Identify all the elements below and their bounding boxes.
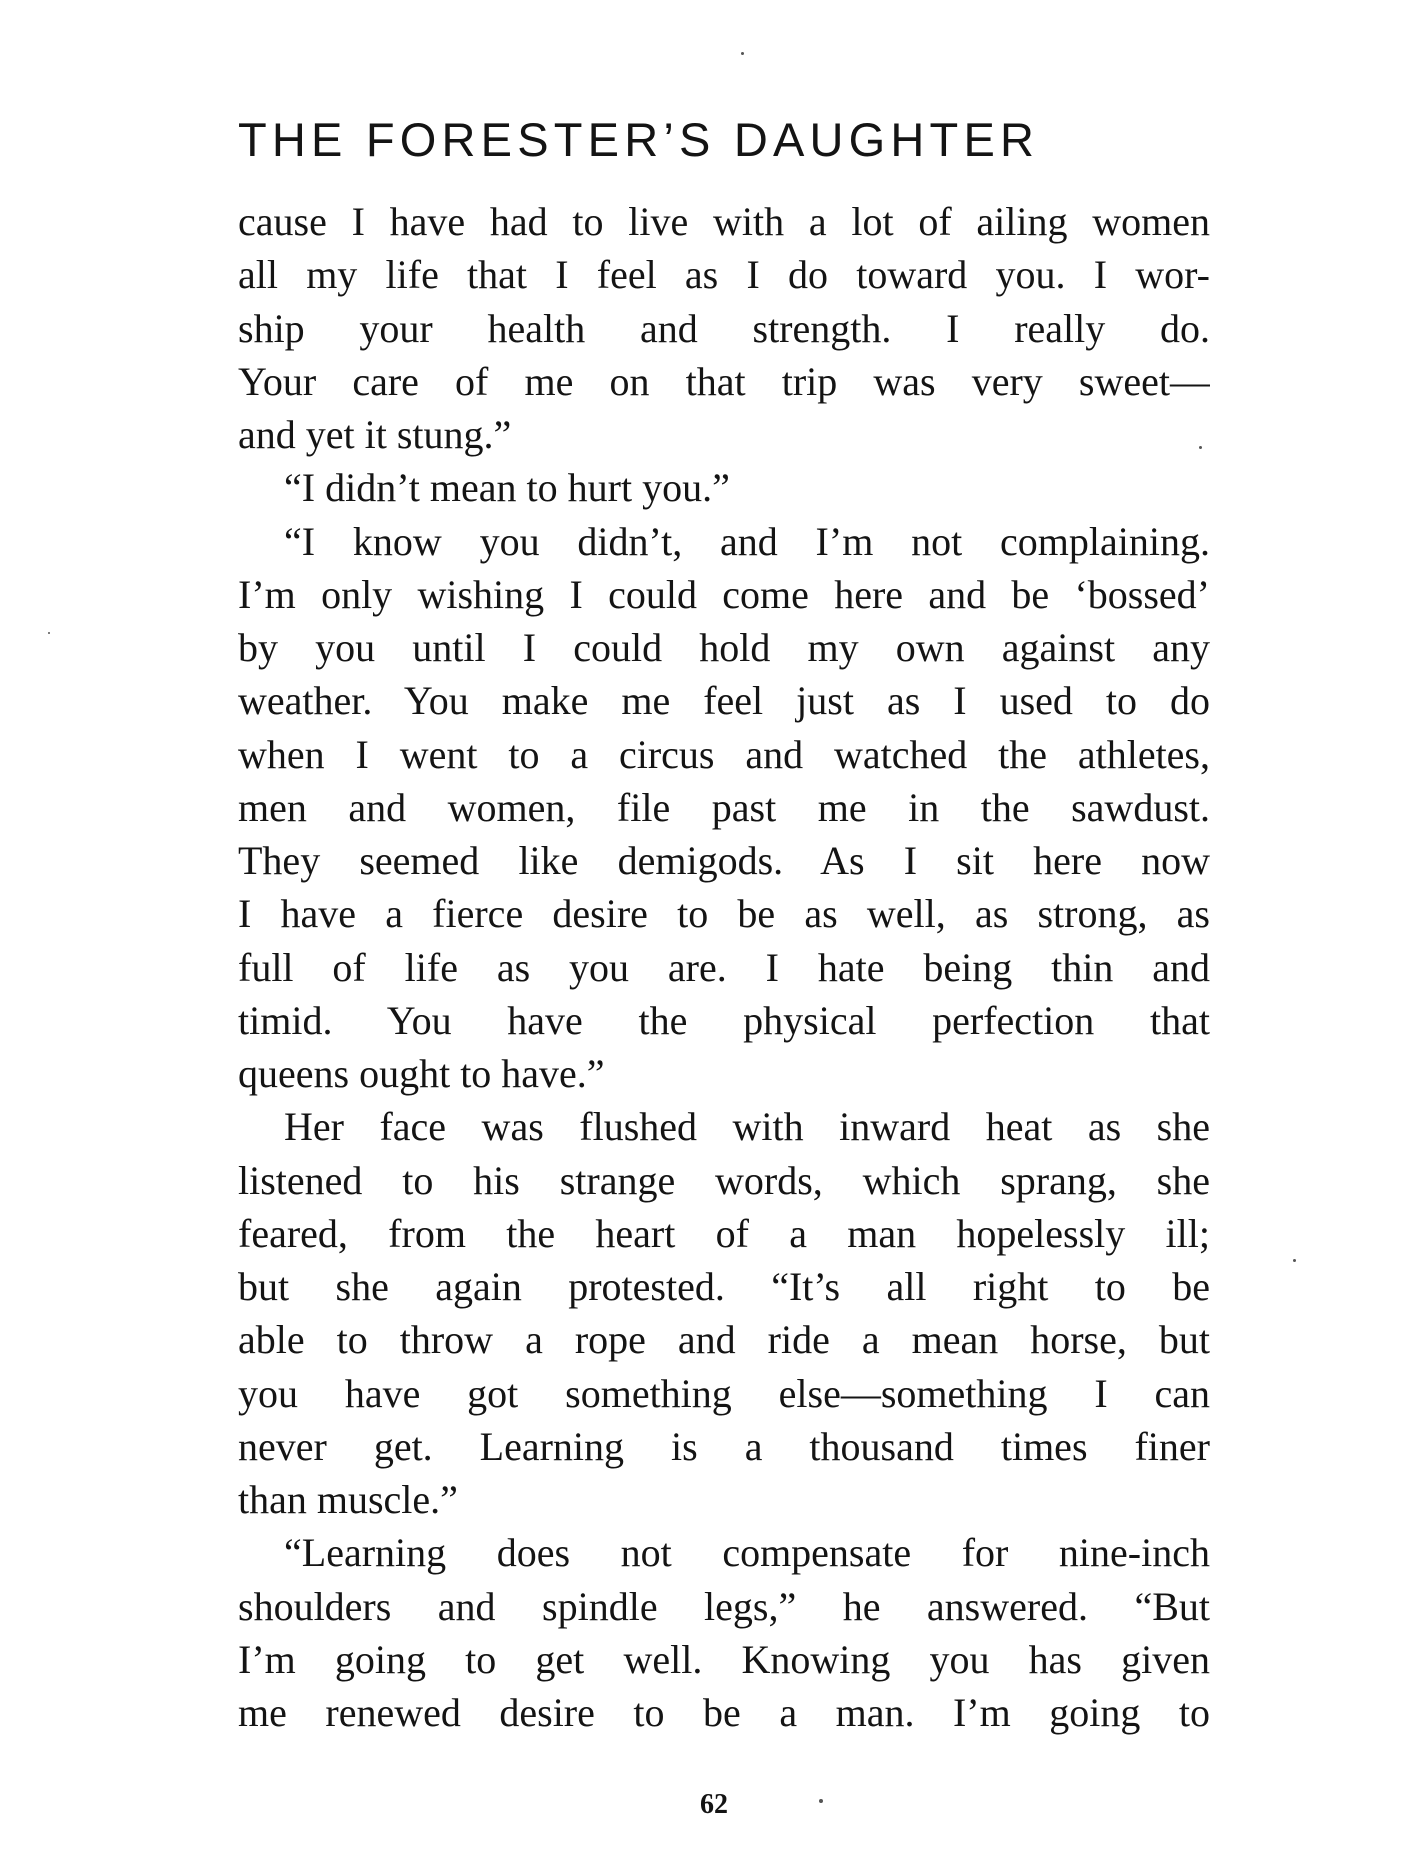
text-line: men and women, file past me in the sawdust.: [238, 784, 1210, 830]
scan-speck: [819, 1799, 823, 1803]
text-line: “I know you didn’t, and I’m not complaining.: [284, 518, 1210, 564]
text-line: all my life that I feel as I do toward you. I wor-: [238, 252, 1210, 298]
text-line: I’m only wishing I could come here and be ‘bossed’: [238, 571, 1210, 617]
text-line: and yet it stung.”: [238, 412, 512, 457]
text-line: “Learning does not compensate for nine-inch: [284, 1530, 1210, 1576]
text-line: Your care of me on that trip was very sweet—: [238, 358, 1210, 404]
text-line: queens ought to have.”: [238, 1051, 605, 1096]
scan-speck: [741, 52, 744, 55]
text-line: I have a fierce desire to be as well, as strong, as: [238, 891, 1210, 937]
text-line: you have got something else—something I can: [238, 1370, 1210, 1416]
running-head: THE FORESTER’S DAUGHTER: [238, 113, 1040, 166]
text-line: Her face was flushed with inward heat as she: [284, 1104, 1210, 1150]
body-text: [238, 195, 1210, 1739]
text-line: weather. You make me feel just as I used to do: [238, 678, 1210, 724]
text-line: able to throw a rope and ride a mean horse, but: [238, 1317, 1210, 1363]
page-number: 62: [700, 1789, 728, 1820]
text-line: full of life as you are. I hate being thin and: [238, 944, 1210, 990]
text-line: by you until I could hold my own against any: [238, 625, 1210, 670]
text-line: me renewed desire to be a man. I’m going to: [238, 1690, 1210, 1735]
text-line: ship your health and strength. I really do.: [238, 305, 1210, 351]
text-line: listened to his strange words, which sprang, she: [238, 1157, 1210, 1203]
text-line: feared, from the heart of a man hopelessly ill;: [238, 1210, 1210, 1256]
scan-speck: [1199, 446, 1202, 449]
text-line: shoulders and spindle legs,” he answered. “But: [238, 1583, 1210, 1629]
text-line: I’m going to get well. Knowing you has given: [238, 1636, 1210, 1682]
text-line: never get. Learning is a thousand times finer: [238, 1423, 1210, 1469]
text-line: when I went to a circus and watched the athletes,: [238, 731, 1210, 777]
text-line: They seemed like demigods. As I sit here now: [238, 838, 1210, 883]
scan-speck: [48, 632, 50, 634]
text-line: than muscle.”: [238, 1477, 458, 1522]
text-line: but she again protested. “It’s all right to be: [238, 1264, 1210, 1309]
scan-speck: [1293, 1259, 1296, 1262]
text-line: “I didn’t mean to hurt you.”: [284, 465, 730, 511]
text-line: cause I have had to live with a lot of ailing women: [238, 199, 1210, 244]
text-line: timid. You have the physical perfection that: [238, 997, 1210, 1043]
